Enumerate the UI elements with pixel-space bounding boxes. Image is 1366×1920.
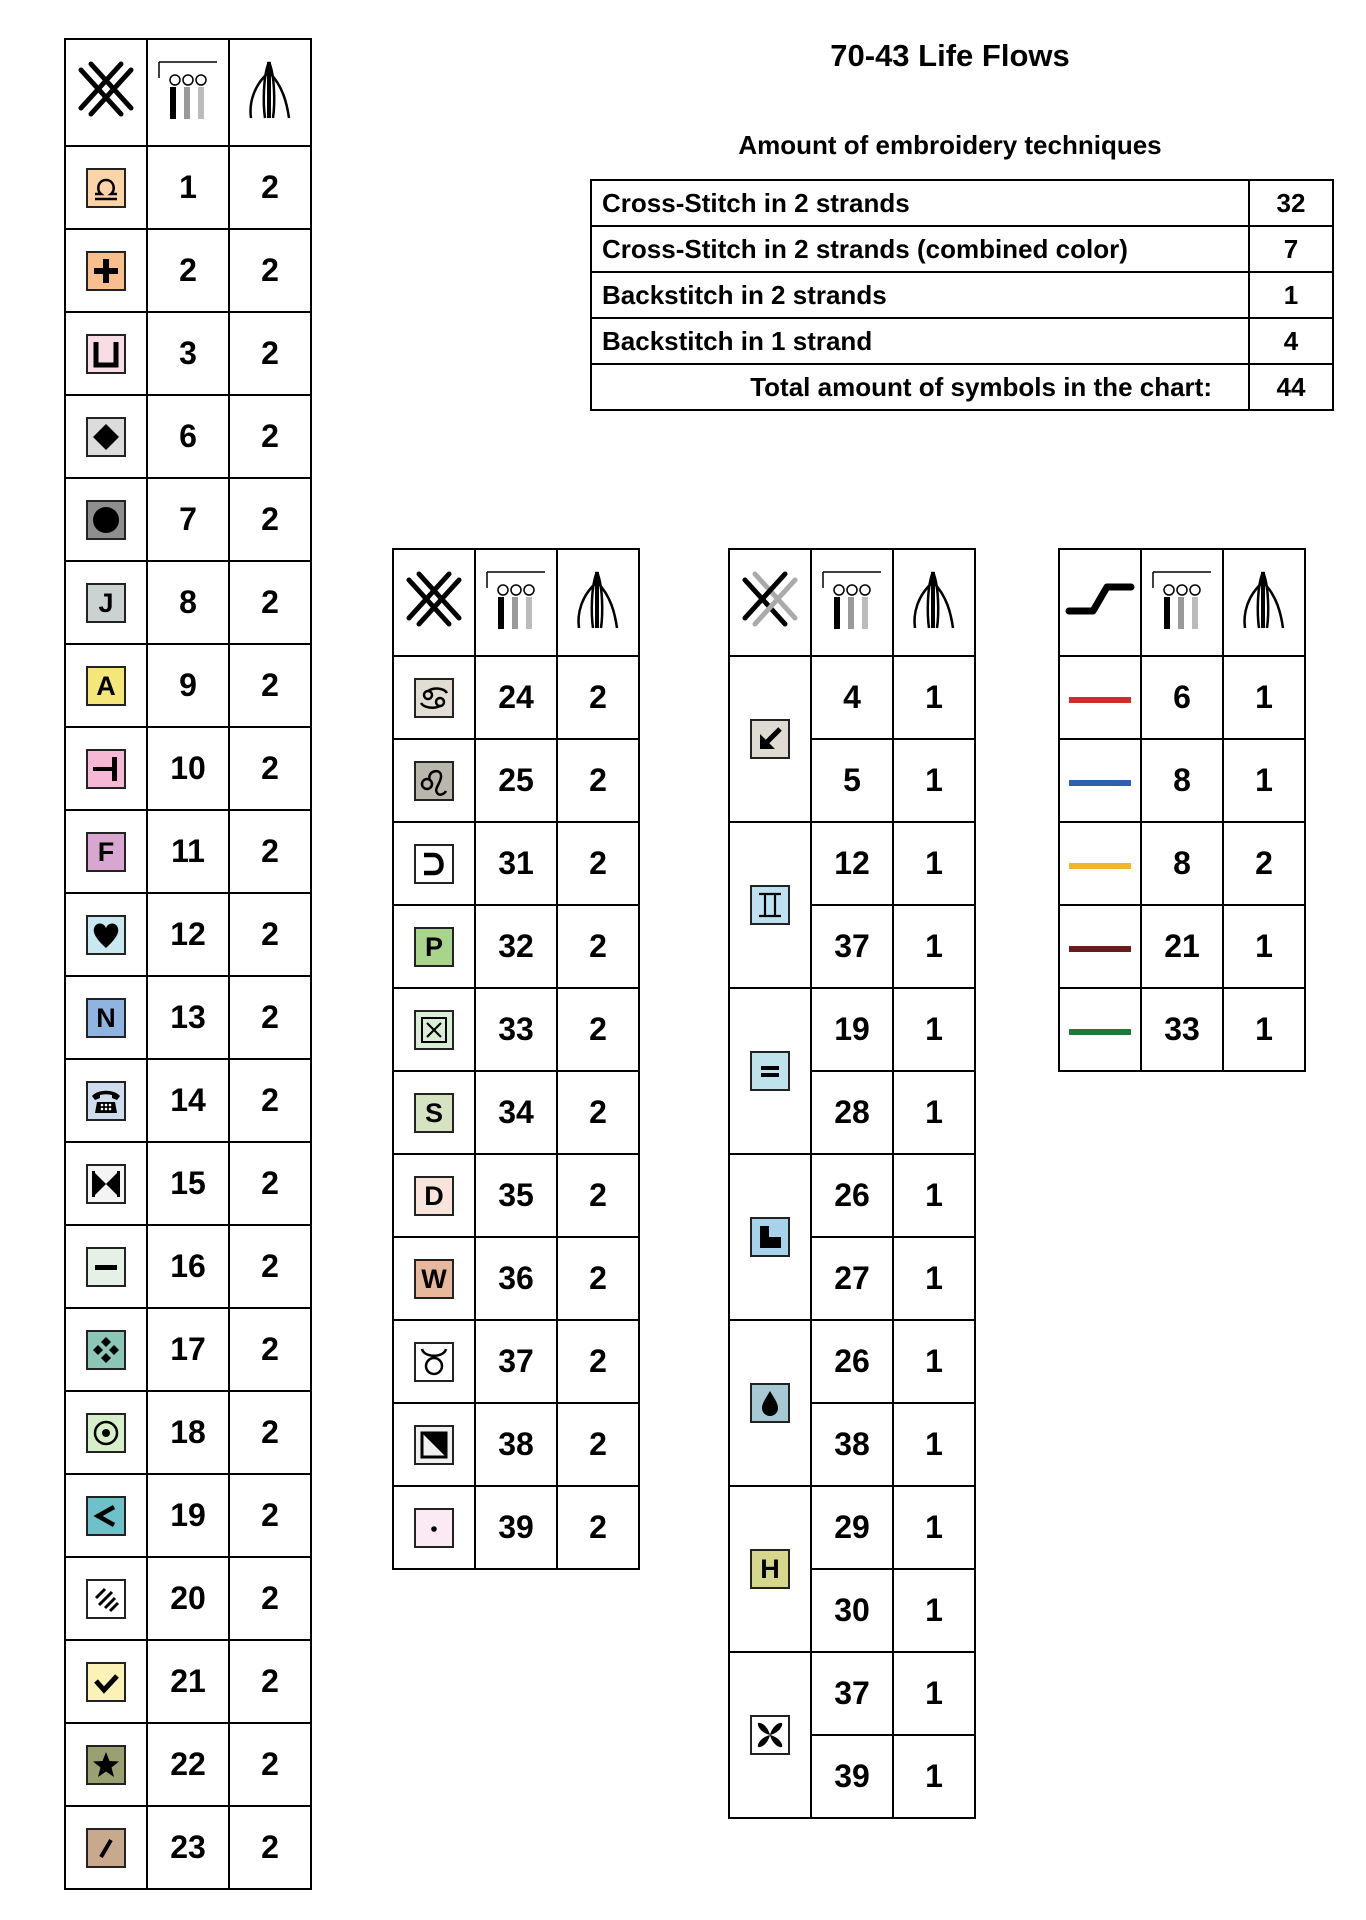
- symbol-cell: [393, 1071, 475, 1154]
- strand-count: 2: [229, 1723, 311, 1806]
- color-number: 13: [147, 976, 229, 1059]
- color-number: 23: [147, 1806, 229, 1889]
- needle-icon: [243, 56, 297, 130]
- symbol-cell: [393, 1237, 475, 1320]
- strand-count: 1: [893, 1569, 975, 1652]
- strand-count: 1: [893, 822, 975, 905]
- cross-stitch-icon: [739, 568, 801, 638]
- backstitch-line-swatch: [1069, 1029, 1131, 1035]
- symbol-cell: [65, 1059, 147, 1142]
- symbol-letter-p: P: [414, 927, 454, 967]
- symbol-cell: [729, 822, 811, 988]
- strand-count: 2: [229, 727, 311, 810]
- floss-strands-icon: [819, 566, 885, 640]
- phone-symbol-icon: [86, 1081, 126, 1121]
- table-row: [393, 739, 639, 822]
- heart-symbol-icon: [86, 915, 126, 955]
- summary-total-label: Total amount of symbols in the chart:: [591, 364, 1249, 410]
- backstitch-icon: [1065, 579, 1135, 627]
- symbol-letter-j: J: [86, 583, 126, 623]
- strand-count: 2: [557, 1237, 639, 1320]
- color-number: 19: [147, 1474, 229, 1557]
- color-number: 12: [811, 822, 893, 905]
- strand-count: 2: [557, 905, 639, 988]
- summary-value: 1: [1249, 272, 1333, 318]
- symbol-cell: [393, 1320, 475, 1403]
- table-row: [65, 1142, 311, 1225]
- color-number: 37: [811, 1652, 893, 1735]
- symbol-letter-h: H: [750, 1549, 790, 1589]
- legend-table-cross-stitch-2: [392, 548, 640, 1570]
- header-cell: [557, 549, 639, 656]
- color-number: 8: [147, 561, 229, 644]
- strand-count: 2: [229, 229, 311, 312]
- legend-table-backstitch: [1058, 548, 1306, 1072]
- backstitch-line-swatch: [1069, 946, 1131, 952]
- minus-symbol-icon: [86, 1247, 126, 1287]
- summary-row: [591, 180, 1333, 226]
- strand-count: 2: [557, 1071, 639, 1154]
- backstitch-line-swatch: [1069, 863, 1131, 869]
- strand-count: 2: [229, 395, 311, 478]
- color-number: 24: [475, 656, 557, 739]
- strand-count: 2: [229, 976, 311, 1059]
- dots4-symbol-icon: [86, 1330, 126, 1370]
- color-number: 14: [147, 1059, 229, 1142]
- color-number: 21: [1141, 905, 1223, 988]
- floss-strands-icon: [483, 566, 549, 640]
- table-row: [65, 1640, 311, 1723]
- color-number: 29: [811, 1486, 893, 1569]
- table-row: [393, 822, 639, 905]
- symbol-cell: [65, 1308, 147, 1391]
- hatch-symbol-icon: [86, 1579, 126, 1619]
- symbol-cell: [393, 656, 475, 739]
- header-cell: [1141, 549, 1223, 656]
- strand-count: 2: [1223, 822, 1305, 905]
- symbol-cell: [65, 561, 147, 644]
- strand-count: 2: [229, 1225, 311, 1308]
- table-row: [729, 1320, 975, 1403]
- diamond-symbol-icon: [86, 417, 126, 457]
- strand-count: 2: [229, 478, 311, 561]
- summary-label: Backstitch in 1 strand: [591, 318, 1249, 364]
- lt-symbol-icon: [86, 1496, 126, 1536]
- symbol-cell: [65, 1557, 147, 1640]
- symbol-cell: [65, 1142, 147, 1225]
- color-number: 12: [147, 893, 229, 976]
- color-number: 38: [811, 1403, 893, 1486]
- strand-count: 1: [893, 739, 975, 822]
- strand-count: 1: [1223, 739, 1305, 822]
- symbol-cell: [65, 1225, 147, 1308]
- page-title: 70-43 Life Flows: [830, 38, 1070, 73]
- symbol-letter-n: N: [86, 998, 126, 1038]
- table-row: [65, 1806, 311, 1889]
- summary-total-row: [591, 364, 1333, 410]
- needle-icon: [571, 566, 625, 640]
- color-number: 26: [811, 1320, 893, 1403]
- strand-count: 2: [557, 1403, 639, 1486]
- color-number: 31: [475, 822, 557, 905]
- table-row: [65, 893, 311, 976]
- table-row: [1059, 905, 1305, 988]
- table-row: [65, 1308, 311, 1391]
- halfbox-symbol-icon: [414, 1425, 454, 1465]
- summary-value: 32: [1249, 180, 1333, 226]
- floss-strands-icon: [1149, 566, 1215, 640]
- cross-stitch-icon: [403, 568, 465, 638]
- symbol-cell: [65, 395, 147, 478]
- table-row: [393, 905, 639, 988]
- needle-icon: [1237, 566, 1291, 640]
- slash-symbol-icon: [86, 1828, 126, 1868]
- flower-symbol-icon: [750, 1715, 790, 1755]
- summary-label: Cross-Stitch in 2 strands: [591, 180, 1249, 226]
- symbol-cell: [729, 1652, 811, 1818]
- cup-symbol-icon: [86, 334, 126, 374]
- table-header-row: [393, 549, 639, 656]
- header-cell: [811, 549, 893, 656]
- table-row: [65, 1391, 311, 1474]
- header-cell: [1223, 549, 1305, 656]
- strand-count: 2: [229, 146, 311, 229]
- backstitch-line-cell: [1059, 988, 1141, 1071]
- color-number: 25: [475, 739, 557, 822]
- cross-stitch-icon: [75, 58, 137, 128]
- techniques-summary-table: [590, 179, 1334, 411]
- summary-label: Backstitch in 2 strands: [591, 272, 1249, 318]
- needle-icon: [907, 566, 961, 640]
- symbol-cell: [393, 1486, 475, 1569]
- table-row: [65, 312, 311, 395]
- symbol-cell: [729, 988, 811, 1154]
- color-number: 1: [147, 146, 229, 229]
- dot-symbol-icon: [414, 1508, 454, 1548]
- color-number: 21: [147, 1640, 229, 1723]
- header-cell: [893, 549, 975, 656]
- header-cell: [1059, 549, 1141, 656]
- symbol-cell: [65, 1723, 147, 1806]
- tee-symbol-icon: [86, 749, 126, 789]
- strand-count: 2: [229, 893, 311, 976]
- strand-count: 2: [557, 1486, 639, 1569]
- strand-count: 1: [893, 1237, 975, 1320]
- strand-count: 1: [893, 1071, 975, 1154]
- color-number: 6: [147, 395, 229, 478]
- gemini-symbol-icon: [750, 885, 790, 925]
- table-row: [65, 1059, 311, 1142]
- summary-row: [591, 272, 1333, 318]
- color-number: 3: [147, 312, 229, 395]
- backstitch-line-cell: [1059, 656, 1141, 739]
- summary-value: 7: [1249, 226, 1333, 272]
- color-number: 11: [147, 810, 229, 893]
- table-row: [65, 976, 311, 1059]
- table-row: [729, 1154, 975, 1237]
- table-row: [1059, 822, 1305, 905]
- symbol-cell: [65, 312, 147, 395]
- color-number: 18: [147, 1391, 229, 1474]
- table-row: [393, 1403, 639, 1486]
- table-row: [729, 1652, 975, 1735]
- strand-count: 1: [893, 1735, 975, 1818]
- strand-count: 1: [1223, 988, 1305, 1071]
- color-number: 39: [475, 1486, 557, 1569]
- color-number: 8: [1141, 822, 1223, 905]
- legend-table-cross-stitch-1: [64, 38, 312, 1890]
- symbol-cell: [65, 644, 147, 727]
- table-row: [65, 1225, 311, 1308]
- table-row: [393, 1154, 639, 1237]
- symbol-cell: [65, 1474, 147, 1557]
- table-row: [393, 1486, 639, 1569]
- equals-symbol-icon: [750, 1051, 790, 1091]
- table-row: [65, 1723, 311, 1806]
- table-row: [65, 478, 311, 561]
- strand-count: 1: [893, 1320, 975, 1403]
- plus-symbol-icon: [86, 251, 126, 291]
- table-row: [393, 1071, 639, 1154]
- table-row: [65, 561, 311, 644]
- symbol-cell: [65, 976, 147, 1059]
- symbol-cell: [65, 478, 147, 561]
- table-row: [1059, 656, 1305, 739]
- target-symbol-icon: [86, 1413, 126, 1453]
- strand-count: 2: [229, 1308, 311, 1391]
- strand-count: 1: [893, 1652, 975, 1735]
- color-number: 16: [147, 1225, 229, 1308]
- bowtie-symbol-icon: [86, 1164, 126, 1204]
- symbol-cell: [65, 893, 147, 976]
- color-number: 2: [147, 229, 229, 312]
- table-row: [729, 1486, 975, 1569]
- color-number: 22: [147, 1723, 229, 1806]
- color-number: 27: [811, 1237, 893, 1320]
- color-number: 4: [811, 656, 893, 739]
- drop-symbol-icon: [750, 1383, 790, 1423]
- color-number: 33: [475, 988, 557, 1071]
- table-row: [65, 229, 311, 312]
- table-row: [65, 644, 311, 727]
- strand-count: 2: [229, 1391, 311, 1474]
- color-number: 38: [475, 1403, 557, 1486]
- header-cell: [393, 549, 475, 656]
- check-symbol-icon: [86, 1662, 126, 1702]
- strand-count: 2: [229, 1142, 311, 1225]
- symbol-cell: [729, 656, 811, 822]
- table-row: [65, 810, 311, 893]
- table-row: [729, 822, 975, 905]
- boxx-symbol-icon: [414, 1010, 454, 1050]
- strand-count: 1: [893, 988, 975, 1071]
- strand-count: 2: [557, 822, 639, 905]
- summary-heading: Amount of embroidery techniques: [738, 130, 1162, 160]
- header-cell: [229, 39, 311, 146]
- backstitch-line-cell: [1059, 905, 1141, 988]
- color-number: 10: [147, 727, 229, 810]
- summary-row: [591, 318, 1333, 364]
- color-number: 32: [475, 905, 557, 988]
- table-row: [729, 656, 975, 739]
- strand-count: 2: [229, 1806, 311, 1889]
- symbol-cell: [65, 146, 147, 229]
- color-number: 19: [811, 988, 893, 1071]
- color-number: 37: [475, 1320, 557, 1403]
- legend-table-combined-color: [728, 548, 976, 1819]
- header-cell: [475, 549, 557, 656]
- strand-count: 2: [229, 1640, 311, 1723]
- strand-count: 2: [557, 988, 639, 1071]
- strand-count: 2: [557, 739, 639, 822]
- symbol-cell: [729, 1320, 811, 1486]
- strand-count: 1: [893, 905, 975, 988]
- color-number: 33: [1141, 988, 1223, 1071]
- symbol-letter-w: W: [414, 1259, 454, 1299]
- color-number: 39: [811, 1735, 893, 1818]
- symbol-letter-s: S: [414, 1093, 454, 1133]
- backstitch-line-swatch: [1069, 697, 1131, 703]
- star-symbol-icon: [86, 1745, 126, 1785]
- summary-total-value: 44: [1249, 364, 1333, 410]
- color-number: 6: [1141, 656, 1223, 739]
- color-number: 15: [147, 1142, 229, 1225]
- summary-row: [591, 226, 1333, 272]
- taurus-symbol-icon: [414, 1342, 454, 1382]
- backstitch-line-swatch: [1069, 780, 1131, 786]
- leo-symbol-icon: [414, 761, 454, 801]
- strand-count: 2: [229, 312, 311, 395]
- color-number: 35: [475, 1154, 557, 1237]
- symbol-cell: [393, 1154, 475, 1237]
- color-number: 9: [147, 644, 229, 727]
- strand-count: 1: [1223, 656, 1305, 739]
- symbol-letter-f: F: [86, 832, 126, 872]
- table-row: [65, 1557, 311, 1640]
- table-row: [393, 1320, 639, 1403]
- strand-count: 2: [229, 1557, 311, 1640]
- header-cell: [729, 549, 811, 656]
- header-cell: [65, 39, 147, 146]
- floss-strands-icon: [155, 56, 221, 130]
- symbol-cell: [65, 1640, 147, 1723]
- table-row: [393, 988, 639, 1071]
- color-number: 30: [811, 1569, 893, 1652]
- strand-count: 2: [557, 1154, 639, 1237]
- table-row: [1059, 988, 1305, 1071]
- table-row: [1059, 739, 1305, 822]
- strand-count: 2: [229, 1059, 311, 1142]
- symbol-letter-a: A: [86, 666, 126, 706]
- color-number: 26: [811, 1154, 893, 1237]
- symbol-cell: [729, 1154, 811, 1320]
- strand-count: 1: [1223, 905, 1305, 988]
- circle-symbol-icon: [86, 500, 126, 540]
- symbol-letter-d: D: [414, 1176, 454, 1216]
- color-number: 17: [147, 1308, 229, 1391]
- strand-count: 2: [557, 1320, 639, 1403]
- table-row: [65, 146, 311, 229]
- cancer-symbol-icon: [414, 678, 454, 718]
- table-row: [65, 727, 311, 810]
- backstitch-line-cell: [1059, 822, 1141, 905]
- color-number: 34: [475, 1071, 557, 1154]
- color-number: 7: [147, 478, 229, 561]
- lshape-symbol-icon: [750, 1217, 790, 1257]
- symbol-cell: [729, 1486, 811, 1652]
- symbol-cell: [65, 810, 147, 893]
- symbol-cell: [65, 229, 147, 312]
- table-row: [729, 988, 975, 1071]
- symbol-cell: [393, 988, 475, 1071]
- color-number: 20: [147, 1557, 229, 1640]
- libra-symbol-icon: [86, 168, 126, 208]
- strand-count: 1: [893, 1154, 975, 1237]
- table-row: [393, 1237, 639, 1320]
- symbol-cell: [393, 739, 475, 822]
- table-row: [393, 656, 639, 739]
- color-number: 28: [811, 1071, 893, 1154]
- strand-count: 1: [893, 1486, 975, 1569]
- symbol-cell: [65, 1391, 147, 1474]
- color-number: 5: [811, 739, 893, 822]
- arrow-symbol-icon: [750, 719, 790, 759]
- strand-count: 2: [557, 656, 639, 739]
- backstitch-line-cell: [1059, 739, 1141, 822]
- strand-count: 1: [893, 1403, 975, 1486]
- summary-value: 4: [1249, 318, 1333, 364]
- color-number: 37: [811, 905, 893, 988]
- strand-count: 2: [229, 1474, 311, 1557]
- symbol-cell: [65, 1806, 147, 1889]
- table-header-row: [729, 549, 975, 656]
- strand-count: 1: [893, 656, 975, 739]
- symbol-cell: [393, 905, 475, 988]
- table-header-row: [1059, 549, 1305, 656]
- strand-count: 2: [229, 644, 311, 727]
- color-number: 8: [1141, 739, 1223, 822]
- revc-symbol-icon: [414, 844, 454, 884]
- table-row: [65, 1474, 311, 1557]
- table-row: [65, 395, 311, 478]
- table-header-row: [65, 39, 311, 146]
- symbol-cell: [65, 727, 147, 810]
- symbol-cell: [393, 1403, 475, 1486]
- strand-count: 2: [229, 561, 311, 644]
- summary-label: Cross-Stitch in 2 strands (combined color): [591, 226, 1249, 272]
- header-cell: [147, 39, 229, 146]
- symbol-cell: [393, 822, 475, 905]
- color-number: 36: [475, 1237, 557, 1320]
- strand-count: 2: [229, 810, 311, 893]
